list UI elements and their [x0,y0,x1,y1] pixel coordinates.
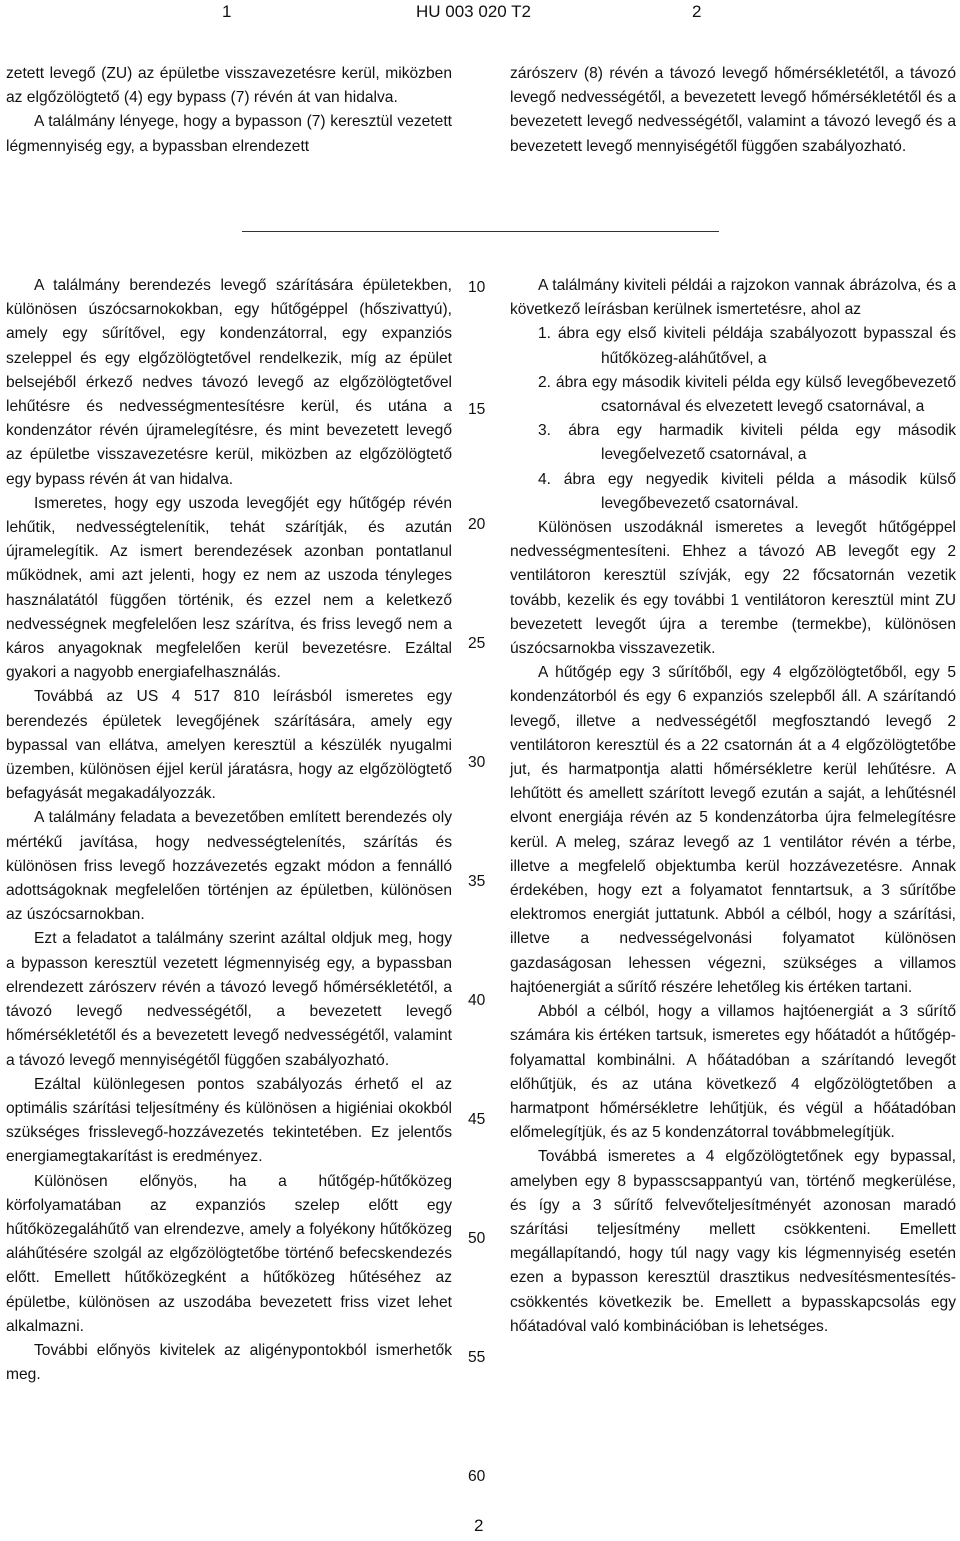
paragraph: További előnyös kivitelek az aligénypontokból ismerhetők meg. [6,1341,452,1384]
top-left-column [6,62,452,159]
paragraph: A találmány feladata a bevezetőben említett berendezés oly mértékű javítása, hogy nedvességtelenítés, szárítás és különösen friss levegő hozzávezetés egzakt módon a fennálló adottságoknak megfelelően történjen az épületben, különösen az úszócsarnokban. [6,809,452,924]
line-number: 55 [468,1349,486,1366]
paragraph: Különösen előnyös, ha a hűtőgép-hűtőközeg körfolyamatában az expanziós szelep előtt egy hűtőközegaláhűtő van elrendezve, amely a folyékony hűtőközeg aláhűtésére szolgál az elgőzölögtetőbe történő befecskendezés előtt. Emellett hűtőközegként a hűtőközeg hűtéséhez az épületbe, különösen az uszodába bevezetett friss vizet lehet alkalmazni. [6,1172,452,1335]
abstract-paragraph: A találmány berendezés levegő szárítására épületekben, különösen úszócsarnokokban, egy hűtőgéppel (hőszivattyú), amely egy sűrítővel, egy kondenzátorral, egy expanziós szeleppel és egy elgőzölögtetővel rendelkezik, míg az épület belsejéből érkező nedves távozó levegő az elgőzölögtetővel lehűtésre és nedvességmentesítésre kerül, és utána a kondenzátor révén újramelegítésre, és mint bevezetett levegő az épületbe visszavezetésre kerül, miközben az elgőzölögtető egy bypass révén át van hidalva. [6,277,452,488]
paragraph: Ezt a feladatot a találmány szerint azáltal oldjuk meg, hogy a bypasson keresztül vezetett légmennyiség egy, a bypassban elrendezett zárószerv révén a távozó levegő hőmérsékletétől, a távozó levegő nedvességétől, a bevezetett levegő hőmérsékletétől és a bevezetett levegő nedvességétől, valamint a távozó levegő mennyiségétől függően szabályozható. [6,930,452,1069]
paragraph: Ismeretes, hogy egy uszoda levegőjét egy hűtőgép révén lehűtik, nedvességtelenítik, tehát szárítják, és azután újramelegítik. Az ismert berendezések azonban pontatlanul működnek, ami azt jelenti, hogy ez nem az uszoda tényleges használatától függően történik, és ezzel nem a keletkező nedvességnek megfelelően lesz szárítva, és friss levegő nem a káros anyagoknak megfelelően kerül bevezetésre. Ezáltal gyakori a nagyobb energiafelhasználás. [6,494,452,682]
line-number: 20 [468,516,486,533]
main-left-column [6,274,452,1387]
paragraph: Továbbá ismeretes a 4 elgőzölögtetőnek egy bypassal, amelyben egy 8 bypasscsappantyú van, történő megkerülése, és így a 3 sűrítő felvevőteljesítményét azonosan maradó szárítási teljesítmény mellett csökkenteni. Emellett megállapítandó, hogy túl nagy vagy kis légmennyiség esetén ezen a bypasson keresztül drasztikus nedvesítésmentesítés-csökkentés következik be. Emellett a bypasskapcsolás egy hőátadóval való kombinációban is lehetséges. [510,1148,956,1335]
paragraph: Abból a célból, hogy a villamos hajtóenergiát a 3 sűrítő számára kis értéken tartsuk, ismeretes egy hőátadót a hűtőgép-folyamattal kombinálni. A hőátadóban a szárítandó levegőt előhűtjük, és az utána következő 4 elgőzölögtetőben a harmatpont hőmérsékletre lehűtjük, és végül a hőátadóban előmelegítjük, és az 5 kondenzátorral továbbmelegítjük. [510,1003,956,1142]
figure-list-item: 1. ábra egy első kiviteli példája szabályozott bypasszal és hűtőközeg-aláhűtővel, a [538,325,956,367]
page-number-right: 2 [692,2,702,21]
line-number: 50 [468,1230,486,1247]
paragraph: Továbbá az US 4 517 810 leírásból ismeretes egy berendezés épületek levegőjének szárítására, amely egy bypassal van ellátva, amelyen keresztül a készülék nyugalmi üzemben, különösen éjjel kerül járatásra, hogy az elgőzölögtető befagyását megakadályozzák. [6,688,452,803]
section-divider [242,231,719,232]
line-number: 25 [468,635,486,652]
line-number: 30 [468,754,486,771]
figure-list-item: 2. ábra egy második kiviteli példa egy külső levegőbevezető csatornával és elvezetett levegő csatornával, a [538,373,956,416]
line-number: 45 [468,1111,486,1128]
paragraph: A találmány lényege, hogy a bypasson (7) keresztül vezetett légmennyiség egy, a bypassban elrendezett [6,113,452,155]
paragraph: Különösen uszodáknál ismeretes a levegőt hűtőgéppel nedvességmentesíteni. Ehhez a távozó AB levegőt egy 2 ventilátoron keresztül szívják, egy 22 főcsatornán vezetik tovább, kezelik és egy további 1 ventilátoron keresztül mint ZU bevezetett levegőt újra a terembe (termekbe), különösen úszócsarnokba visszavezetik. [510,519,956,658]
main-right-column [510,274,956,1339]
figure-list-item: 3. ábra egy harmadik kiviteli példa egy második levegőelvezető csatornával, a [538,422,956,464]
top-right-column [510,62,956,159]
paragraph: Ezáltal különlegesen pontos szabályozás érhető el az optimális szárítási teljesítmény és különösen a higiéniai okokból szükséges frisslevegő-hozzávezetés tekintetében. Ez jelentős energiamegtakarítást is eredményez. [6,1075,452,1166]
figures-intro: A találmány kiviteli példái a rajzokon vannak ábrázolva, és a következő leírásban kerülnek ismertetésre, ahol az [510,277,956,319]
line-number: 60 [468,1468,486,1485]
paragraph: A hűtőgép egy 3 sűrítőből, egy 4 elgőzölögtetőből, egy 5 kondenzátorból és egy 6 expanziós szelepből áll. A szárítandó levegő, illetve a nedvességétől megfosztandó levegő 2 ventilátoron keresztül és a 22 csatornán át a 4 elgőzölögtetőbe jut, és harmatpontja alatti hőmérsékletre kerül lehűtésre. A lehűtött és amellett szárított levegő ezután a saját, a lehűtésnél elvont energiája révén az 5 kondenzátorba újra felmelegítésre kerül. A meleg, száraz levegő az 1 ventilátor révén a térbe, illetve a megfelelő objektumba kerül hozzávezetésre. Annak érdekében, hogy ezt a folyamatot fenntartsuk, a 3 sűrítőbe elektromos energiát juttatunk. Abból a célból, hogy a szárítási, illetve a nedvességelvonási folyamatot különösen gazdaságosan lehessen végezni, szükséges a villamos hajtóenergiát a sűrítő részére lehetőleg kis értéken tartani. [510,664,956,996]
line-number: 10 [468,279,486,296]
page-footer-number: 2 [474,1516,484,1535]
page-header [0,2,960,26]
figure-list-item: 4. ábra egy negyedik kiviteli példa a második külső levegőbevezető csatornával. [538,470,956,512]
document-id: HU 003 020 T2 [416,2,531,21]
page-number-left: 1 [222,2,232,21]
paragraph: zárószerv (8) révén a távozó levegő hőmérsékletétől, a távozó levegő nedvességétől, a bevezetett levegő hőmérsékletétől és a bevezetett levegő nedvességétől, valamint a távozó levegő és a bevezetett levegő mennyiségétől függően szabályozható. [510,65,956,155]
line-number: 15 [468,401,486,418]
paragraph: zetett levegő (ZU) az épületbe visszavezetésre kerül, miközben az elgőzölögtető (4) egy bypass (7) révén át van hidalva. [6,65,452,107]
line-number: 40 [468,992,486,1009]
line-number: 35 [468,873,486,890]
